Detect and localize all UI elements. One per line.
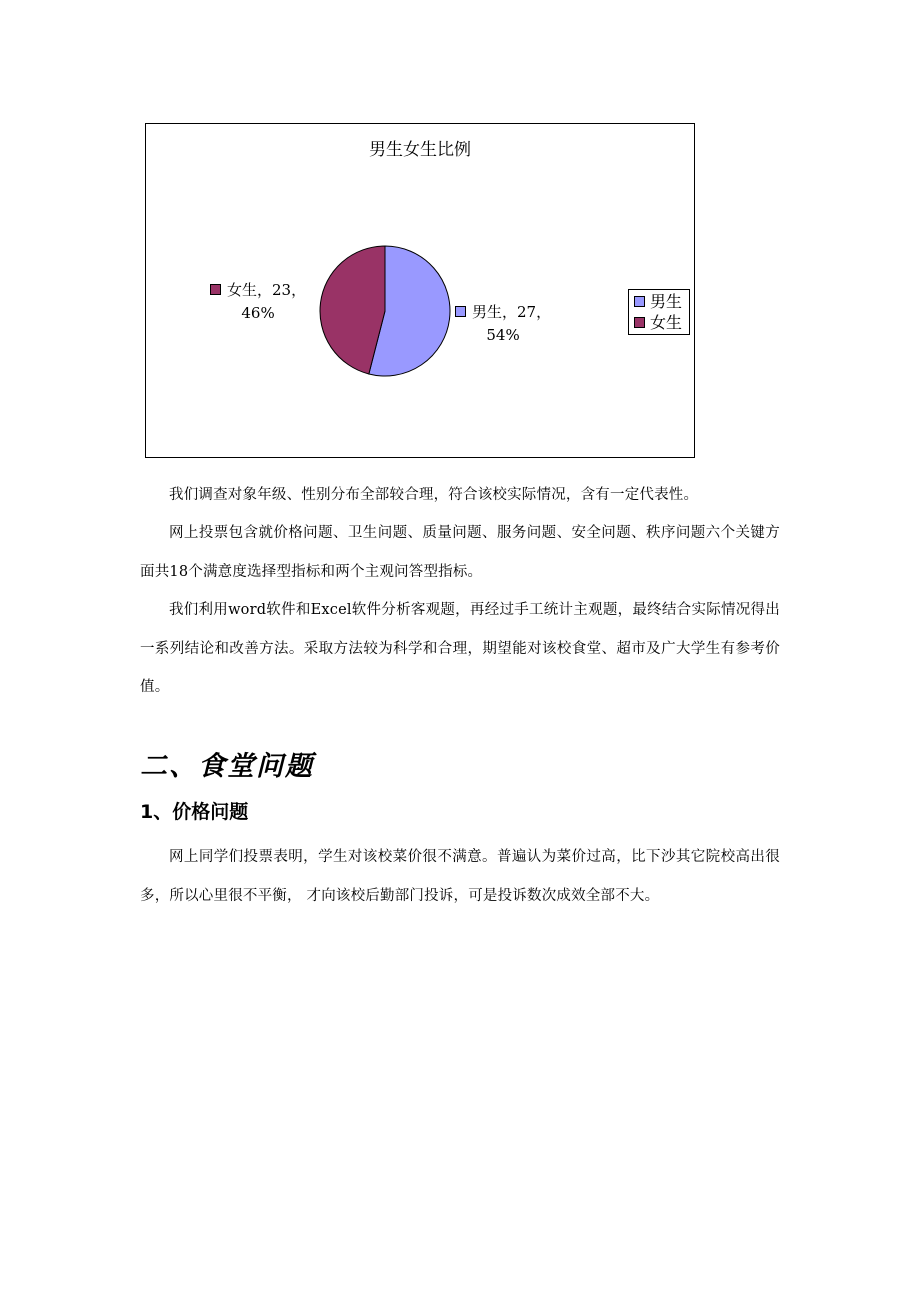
data-label-female-line1: 女生，23， [227,281,307,299]
subsection-heading: 1、价格问题 [140,801,249,823]
data-label-male-line2: 54% [486,326,520,344]
paragraph-2: 网上投票包含就价格问题、卫生问题、质量问题、服务问题、安全问题、秩序问题六个关键方面共18个满意度选择型指标和两个主观问答型指标。 [140,525,780,580]
chart-legend [628,289,690,335]
paragraph-3: 我们利用word软件和Excel软件分析客观题，再经过手工统计主观题，最终结合实际情况得出一系列结论和改善方法。采取方法较为科学和合理，期望能对该校食堂、超市及广大学生有参考价值。 [140,602,780,695]
legend-item-female [634,312,689,333]
data-label-female-line2: 46% [241,304,275,322]
legend-female-label: 女生 [650,313,683,332]
pie-chart [145,123,695,458]
male-swatch-icon [455,306,466,317]
section-heading: 二、食堂问题 [140,751,314,782]
female-swatch-icon [210,284,221,295]
data-label-male-line1: 男生，27， [472,303,552,321]
legend-female-swatch-icon [634,317,645,328]
section-paragraph: 网上同学们投票表明，学生对该校菜价很不满意。普遍认为菜价过高，比下沙其它院校高出很多，所以心里很不平衡， 才向该校后勤部门投诉，可是投诉数次成效全部不大。 [140,849,780,904]
legend-item-male [634,291,689,312]
data-label-male [455,301,551,347]
legend-male-swatch-icon [634,296,645,307]
data-label-female [210,279,306,325]
legend-male-label: 男生 [650,292,683,311]
chart-title: 男生女生比例 [369,140,471,160]
paragraph-1: 我们调查对象年级、性别分布全部较合理，符合该校实际情况，含有一定代表性。 [169,487,699,503]
